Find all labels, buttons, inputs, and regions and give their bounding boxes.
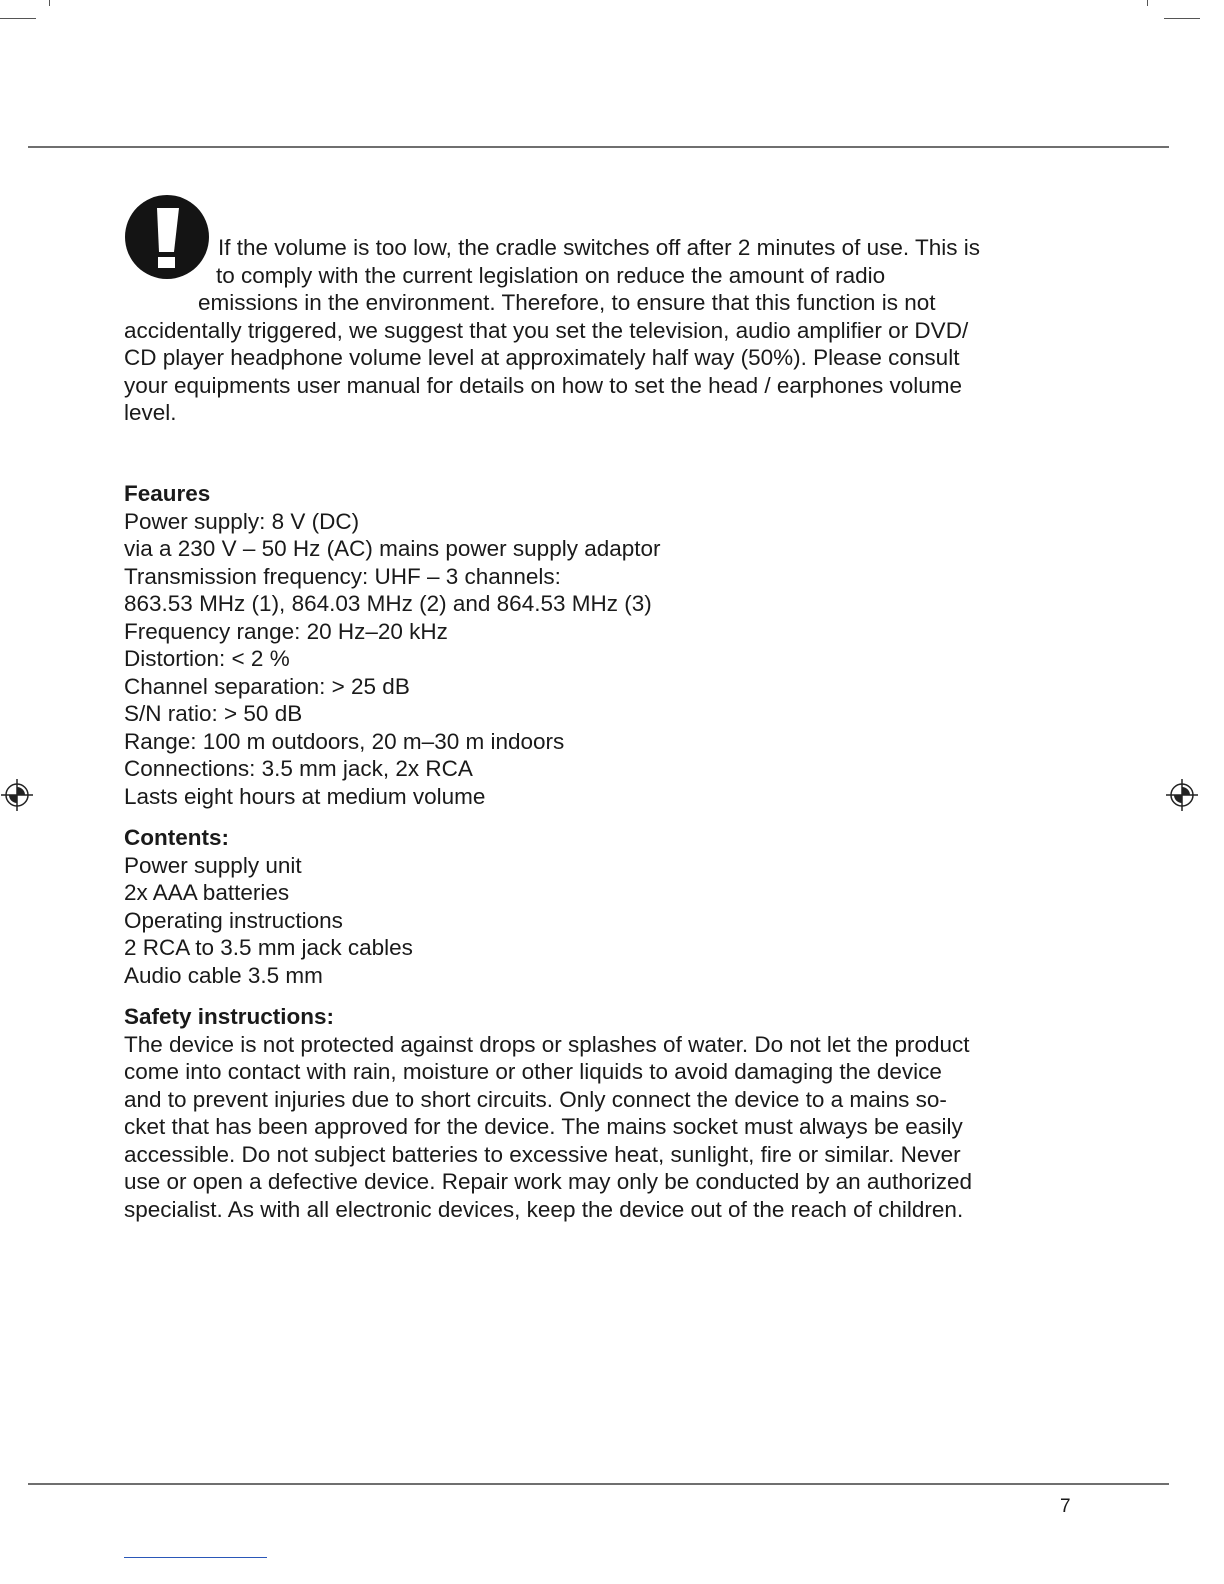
feature-item: Power supply: 8 V (DC) (124, 508, 360, 534)
crop-tick-right (1147, 0, 1148, 6)
safety-line: accessible. Do not subject batteries to excessive heat, sunlight, fire or similar. Never (124, 1141, 961, 1167)
features-heading: Feaures (124, 481, 211, 506)
crop-tick-left (49, 0, 50, 6)
safety-line: The device is not protected against drops or splashes of water. Do not let the product (124, 1031, 970, 1057)
warning-line: your equipments user manual for details on how to set the head / earphones volume (124, 372, 963, 398)
header-rule (28, 146, 1169, 148)
feature-item: via a 230 V – 50 Hz (AC) mains power supply adaptor (124, 536, 661, 561)
safety-section (124, 1003, 1084, 1223)
contents-section (124, 824, 1084, 989)
warning-line: emissions in the environment. Therefore, to ensure that this function is not (198, 290, 936, 315)
feature-item: Connections: 3.5 mm jack, 2x RCA (124, 756, 473, 781)
feature-item: S/N ratio: > 50 dB (124, 701, 303, 726)
feature-item: Transmission frequency: UHF – 3 channels: (124, 563, 561, 589)
feature-item: Range: 100 m outdoors, 20 m–30 m indoors (124, 728, 565, 754)
contents-item: Power supply unit (124, 852, 302, 878)
safety-line: specialist. As with all electronic devices, keep the device out of the reach of children. (124, 1196, 964, 1222)
crop-mark-top-right (1164, 18, 1200, 19)
safety-line: cket that has been approved for the device. The mains socket must always be easily (124, 1114, 963, 1139)
contents-heading: Contents: (124, 825, 229, 850)
feature-item: 863.53 MHz (1), 864.03 MHz (2) and 864.53 MHz (3) (124, 591, 652, 616)
page-number: 7 (1060, 1496, 1071, 1517)
feature-item: Frequency range: 20 Hz–20 kHz (124, 618, 448, 644)
footer-rule (28, 1483, 1169, 1485)
safety-line: use or open a defective device. Repair work may only be conducted by an authorized (124, 1169, 973, 1194)
contents-item: 2 RCA to 3.5 mm jack cables (124, 935, 413, 960)
warning-line: accidentally triggered, we suggest that you set the television, audio amplifier or DVD/ (124, 317, 969, 343)
registration-mark-icon (0, 778, 34, 812)
crop-mark-top-left (0, 18, 36, 19)
registration-mark-icon (1165, 778, 1199, 812)
volume-warning (124, 234, 1084, 427)
contents-item: Operating instructions (124, 907, 343, 933)
feature-item: Distortion: < 2 % (124, 646, 290, 671)
feature-item: Lasts eight hours at medium volume (124, 783, 486, 809)
warning-line: If the volume is too low, the cradle switches off after 2 minutes of use. This is (218, 235, 981, 260)
safety-line: come into contact with rain, moisture or other liquids to avoid damaging the device (124, 1059, 942, 1084)
footer-accent-line (124, 1557, 267, 1558)
feature-item: Channel separation: > 25 dB (124, 673, 410, 699)
features-section (124, 480, 1084, 810)
contents-item: Audio cable 3.5 mm (124, 962, 323, 988)
warning-line: level. (124, 400, 177, 425)
warning-line: to comply with the current legislation on reduce the amount of radio (216, 262, 886, 288)
safety-heading: Safety instructions: (124, 1004, 335, 1029)
warning-line: CD player headphone volume level at approximately half way (50%). Please consult (124, 345, 960, 370)
safety-line: and to prevent injuries due to short circuits. Only connect the device to a mains so- (124, 1086, 947, 1112)
contents-item: 2x AAA batteries (124, 880, 290, 905)
